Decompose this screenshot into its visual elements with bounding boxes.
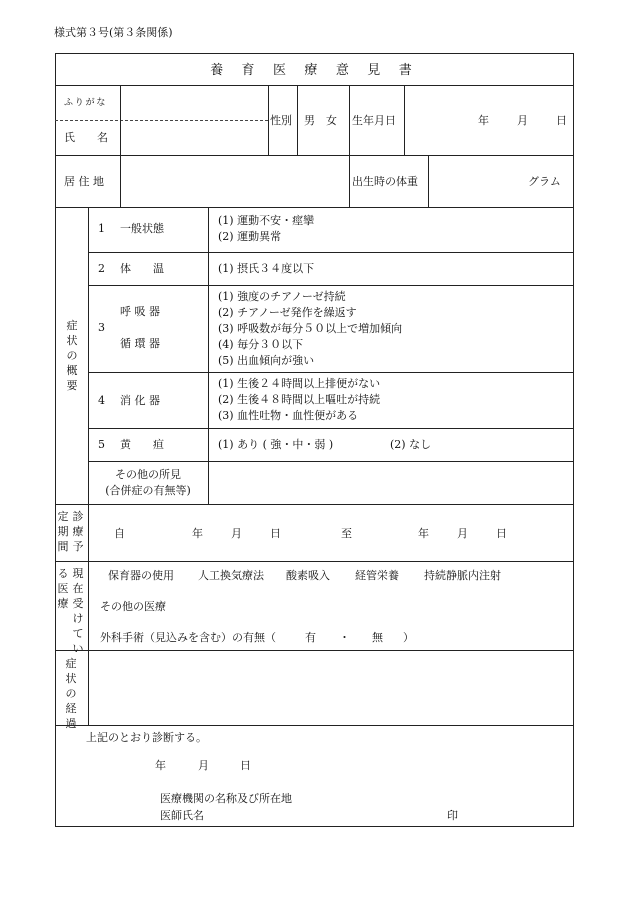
symptom-4-item-2[interactable]: (2) 生後４８時間以上嘔吐が持続 [218, 393, 381, 406]
institution-label: 医療機関の名称及び所在地 [160, 792, 292, 805]
jaundice-yes-option[interactable]: (1) あり ( 強・中・弱 ) [218, 438, 334, 451]
symptom-3-item-3[interactable]: (3) 呼吸数が毎分５０以上で増加傾向 [218, 322, 403, 335]
symptom-1-item-1[interactable]: (1) 運動不安・痙攣 [218, 214, 315, 227]
symptom-row-1-num: 1 [98, 222, 105, 235]
birth-weight-unit: グラム [528, 175, 561, 188]
care-other-label: その他の医療 [100, 600, 166, 613]
other-findings-label-1: その他の所見 [115, 468, 181, 481]
birth-date-label: 生年月日 [352, 114, 396, 127]
sex-options[interactable]: 男 女 [304, 114, 337, 127]
birth-month-unit: 月 [517, 114, 528, 127]
form-label: 様式第３号(第３条関係) [54, 26, 173, 39]
symptom-row-5-label: 黄 疸 [120, 438, 164, 451]
footer-month-unit: 月 [198, 759, 209, 772]
symptom-row-2-label: 体 温 [120, 262, 164, 275]
diagnosis-statement: 上記のとおり診断する。 [86, 731, 207, 744]
progress-field[interactable] [89, 651, 573, 724]
care-option-oxygen[interactable]: 酸素吸入 [286, 569, 330, 582]
surgery-separator: ・ [339, 631, 350, 644]
symptom-row-3-label: 呼 吸 器 [120, 305, 160, 318]
care-option-incubator[interactable]: 保育器の使用 [108, 569, 174, 582]
period-from-day: 日 [270, 527, 281, 540]
address-label: 居 住 地 [64, 175, 104, 188]
birth-year-unit: 年 [478, 114, 489, 127]
name-field[interactable] [121, 121, 267, 154]
symptom-2-item-1[interactable]: (1) 摂氏３４度以下 [218, 262, 315, 275]
period-from-month: 月 [231, 527, 242, 540]
symptom-3-item-5[interactable]: (5) 出血傾向が強い [218, 354, 315, 367]
period-from-label: 自 [114, 527, 125, 540]
symptom-3-item-4[interactable]: (4) 毎分３０以下 [218, 338, 304, 351]
care-option-ventilation[interactable]: 人工換気療法 [198, 569, 264, 582]
current-care-label-b: 現在受けてい [72, 567, 84, 655]
care-option-iv[interactable]: 持続静脈内注射 [424, 569, 501, 582]
symptom-3-item-1[interactable]: (1) 強度のチアノーゼ持続 [218, 290, 346, 303]
symptom-row-3-num: 3 [98, 321, 105, 334]
current-care-label-a: る医療 [57, 567, 69, 610]
other-findings-label-2: (合併症の有無等) [105, 484, 191, 497]
progress-label: 症状の経過 [65, 657, 77, 730]
surgery-yes-option[interactable]: 有 [305, 631, 316, 644]
period-to-year: 年 [418, 527, 429, 540]
symptoms-section-label: 症状の概要 [66, 319, 78, 392]
symptom-row-3-label-2: 循 環 器 [120, 337, 160, 350]
surgery-label: 外科手術（見込みを含む）の有無（ [100, 631, 276, 644]
treatment-period-label-a: 定期間 [57, 510, 69, 553]
symptom-4-item-3[interactable]: (3) 血性吐物・血性便がある [218, 409, 359, 422]
footer-year-unit: 年 [155, 759, 166, 772]
symptom-1-item-2[interactable]: (2) 運動異常 [218, 230, 282, 243]
footer-day-unit: 日 [240, 759, 251, 772]
symptom-row-4-num: 4 [98, 394, 105, 407]
furigana-field[interactable] [121, 86, 267, 120]
seal-mark: 印 [447, 809, 458, 822]
furigana-label: ふりがな [64, 98, 108, 108]
birth-day-unit: 日 [556, 114, 567, 127]
treatment-period-label-b: 診療予 [72, 510, 84, 553]
jaundice-no-option[interactable]: (2) なし [390, 438, 432, 451]
period-to-label: 至 [341, 527, 352, 540]
sex-label: 性別 [270, 114, 292, 127]
address-field[interactable] [121, 156, 348, 206]
symptom-row-5-num: 5 [98, 438, 105, 451]
form-title: 養 育 医 療 意 見 書 [210, 63, 419, 78]
symptom-row-1-label: 一般状態 [120, 222, 164, 235]
symptom-row-4-label: 消 化 器 [120, 394, 160, 407]
period-from-year: 年 [192, 527, 203, 540]
symptom-row-2-num: 2 [98, 262, 105, 275]
birth-weight-label: 出生時の体重 [352, 175, 418, 188]
symptom-4-item-1[interactable]: (1) 生後２４時間以上排便がない [218, 377, 381, 390]
period-to-day: 日 [496, 527, 507, 540]
surgery-no-option[interactable]: 無 [372, 631, 383, 644]
doctor-name-label: 医師氏名 [160, 809, 204, 822]
period-to-month: 月 [457, 527, 468, 540]
surgery-close-paren: ） [403, 631, 414, 644]
other-findings-field[interactable] [209, 462, 573, 503]
care-option-tube-feeding[interactable]: 経管栄養 [355, 569, 399, 582]
name-label: 氏 名 [64, 131, 108, 144]
symptom-3-item-2[interactable]: (2) チアノーゼ発作を繰返す [218, 306, 357, 319]
